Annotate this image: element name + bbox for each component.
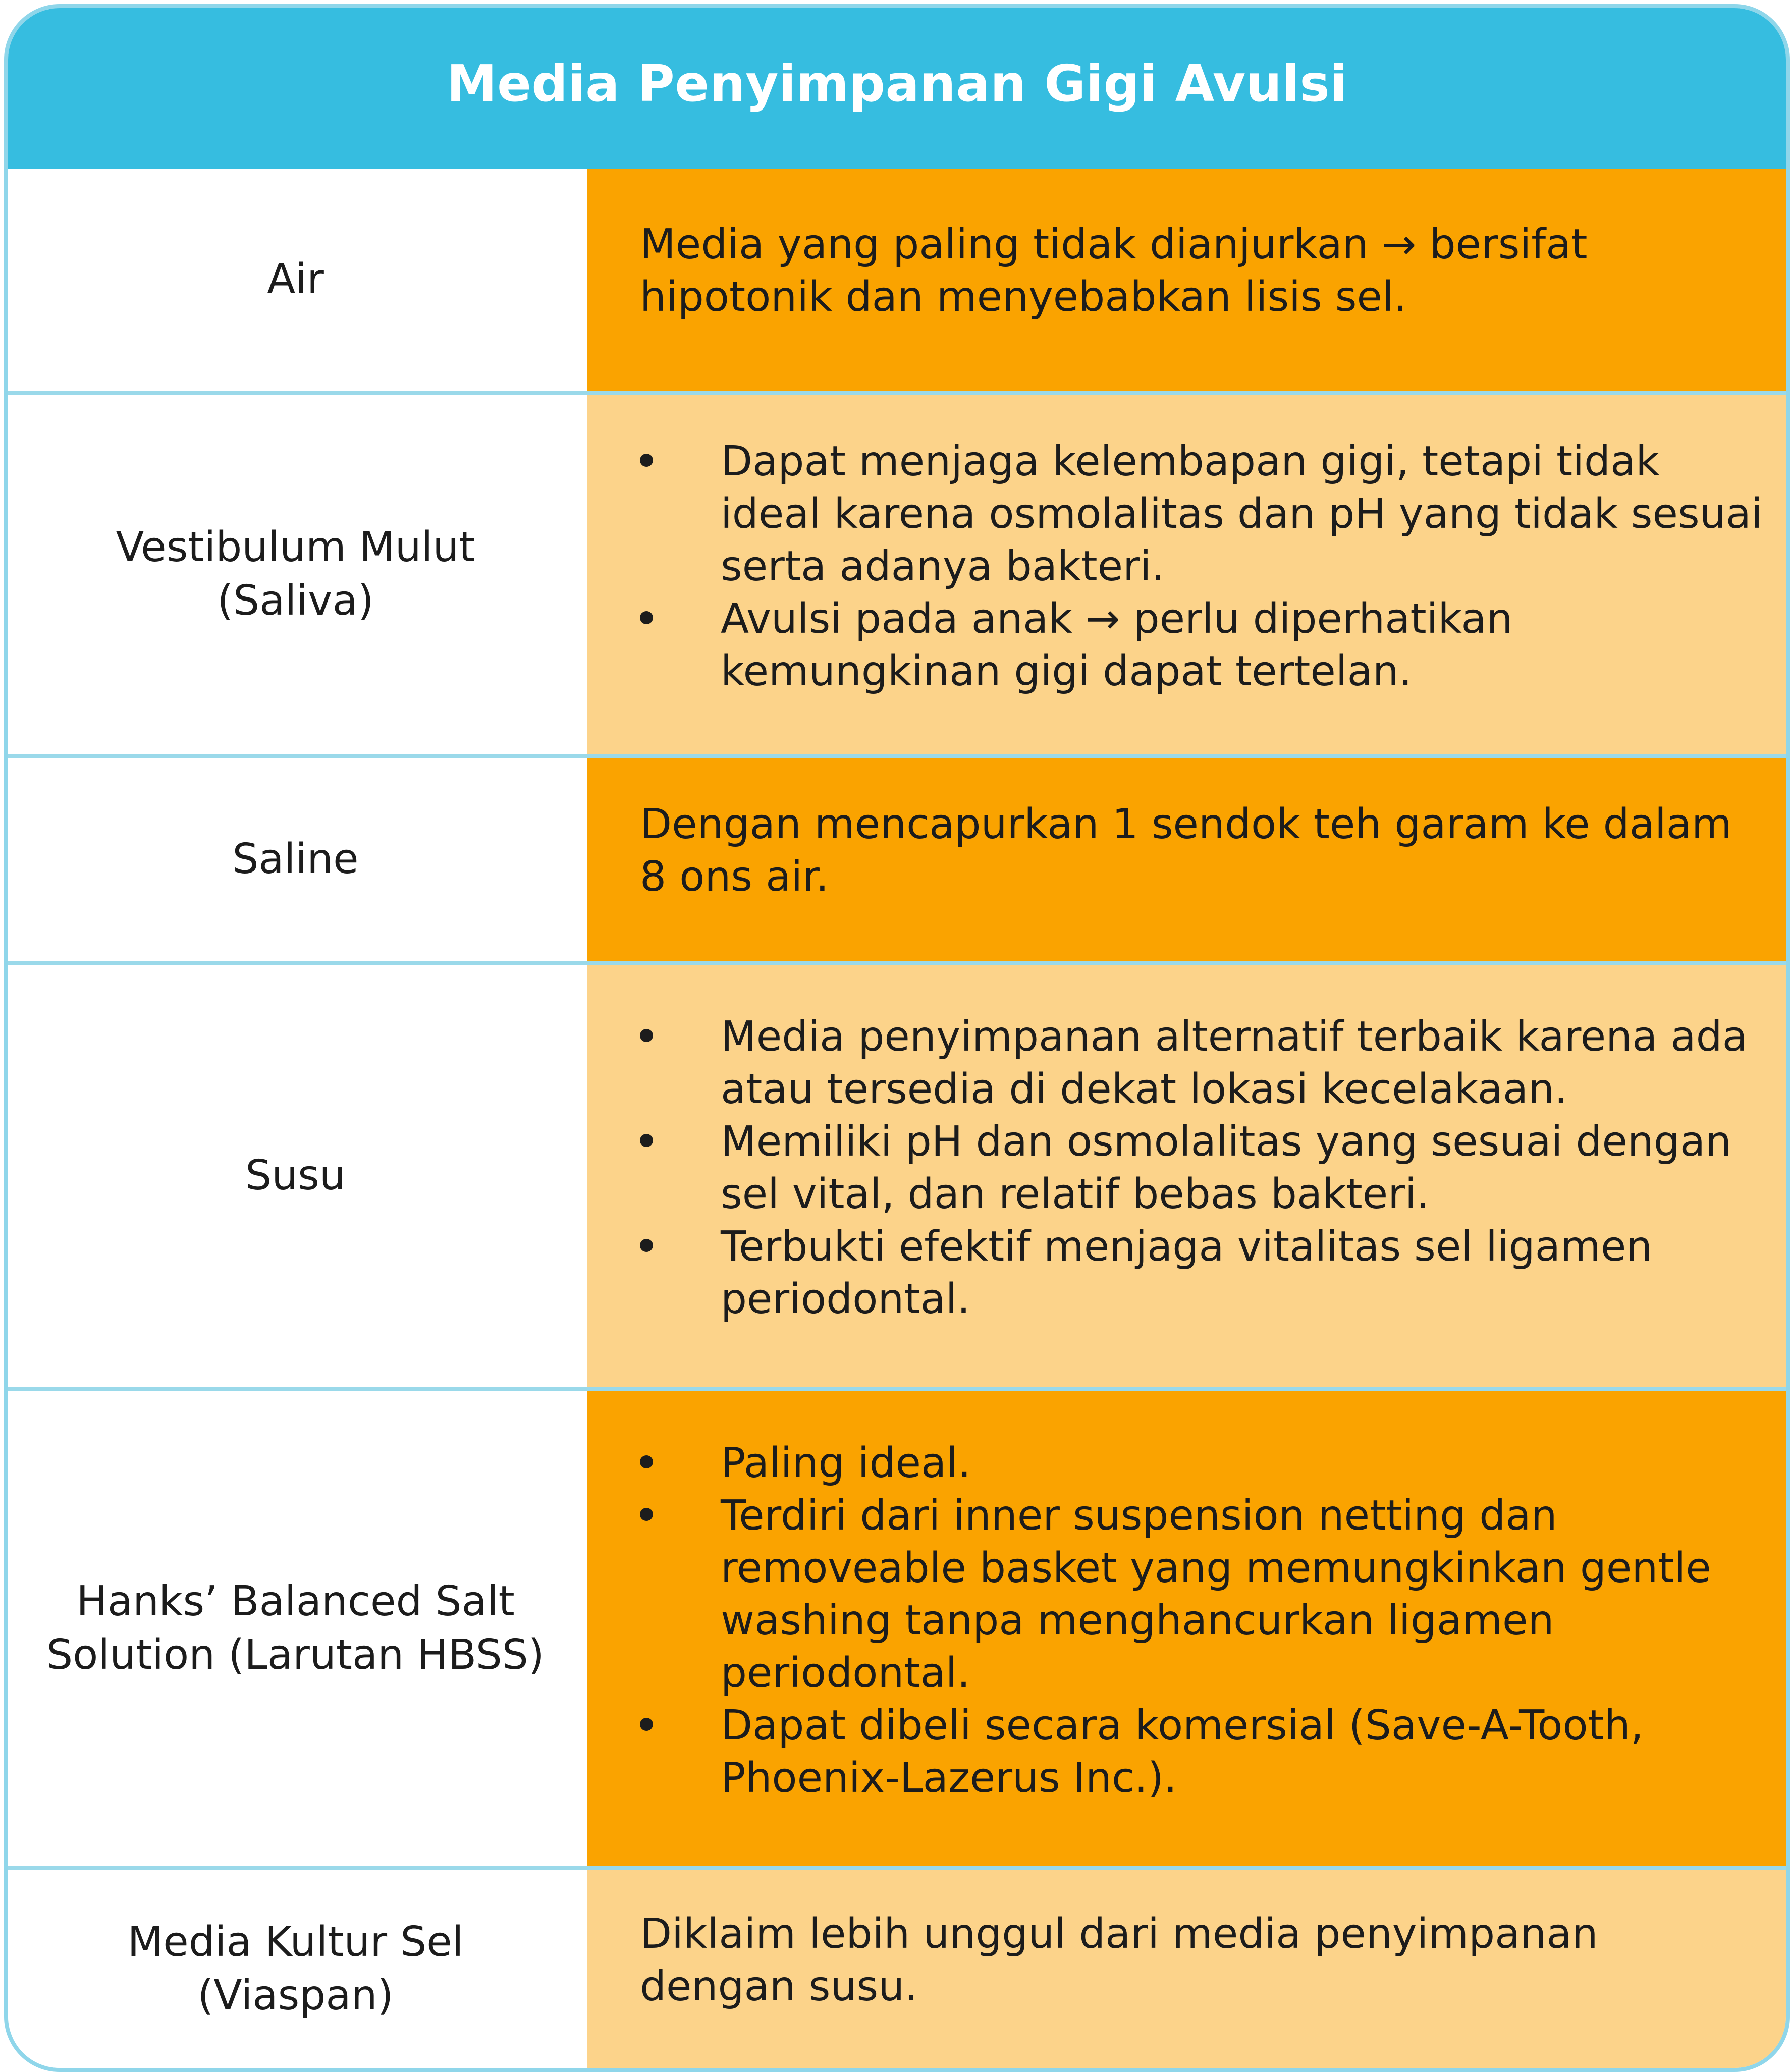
medium-name: Susu <box>245 1152 346 1199</box>
medium-description-cell <box>587 758 1786 961</box>
list-item: Media penyimpanan alternatif terbaik karena ada atau tersedia di dekat lokasi kecelakaan. <box>640 1011 1766 1116</box>
medium-name: Media Kultur Sel (Viaspan) <box>127 1918 464 2020</box>
medium-description-cell <box>587 965 1786 1387</box>
medium-description-list <box>640 435 1766 698</box>
list-item: Dapat menjaga kelembapan gigi, tetapi tidak ideal karena osmolalitas dan pH yang tidak sesuai serta adanya bakteri. <box>640 435 1766 593</box>
list-item: Memiliki pH dan osmolalitas yang sesuai dengan sel vital, dan relatif bebas bakteri. <box>640 1116 1766 1221</box>
storage-media-table <box>4 4 1790 2072</box>
list-item: Paling ideal. <box>640 1437 1766 1490</box>
table-row-air <box>8 169 1786 391</box>
bullet-dot-icon <box>640 454 653 467</box>
medium-description-list <box>640 1011 1766 1326</box>
bullet-dot-icon <box>640 1508 653 1521</box>
medium-name-cell <box>8 1870 583 2068</box>
list-item: Terbukti efektif menjaga vitalitas sel ligamen periodontal. <box>640 1221 1766 1326</box>
medium-description-list <box>640 1437 1766 1805</box>
table-row-hbss <box>8 1391 1786 1866</box>
bullet-dot-icon <box>640 1029 653 1042</box>
table-row-saline <box>8 758 1786 961</box>
row-divider <box>8 1387 1786 1391</box>
list-item: Dapat dibeli secara komersial (Save-A-Tooth, Phoenix-Lazerus Inc.). <box>640 1700 1766 1805</box>
table-header <box>8 8 1786 169</box>
row-divider <box>8 1866 1786 1870</box>
row-divider <box>8 961 1786 965</box>
row-divider <box>8 391 1786 395</box>
medium-name-cell <box>8 395 583 754</box>
table-title: Media Penyimpanan Gigi Avulsi <box>446 53 1347 113</box>
medium-name: Saline <box>232 835 359 883</box>
row-divider <box>8 754 1786 758</box>
list-item: Avulsi pada anak → perlu diperhatikan kemungkinan gigi dapat tertelan. <box>640 593 1766 698</box>
medium-description: Diklaim lebih unggul dari media penyimpanan dengan susu. <box>640 1910 1598 2010</box>
medium-description-cell <box>587 1870 1786 2068</box>
bullet-dot-icon <box>640 1134 653 1147</box>
bullet-dot-icon <box>640 1239 653 1252</box>
bullet-dot-icon <box>640 611 653 624</box>
medium-description-cell <box>587 169 1786 391</box>
medium-name-cell <box>8 1391 583 1866</box>
bullet-dot-icon <box>640 1718 653 1731</box>
medium-description: Media yang paling tidak dianjurkan → bersifat hipotonik dan menyebabkan lisis sel. <box>640 221 1588 321</box>
bullet-dot-icon <box>640 1455 653 1468</box>
table-row-vestibulum <box>8 395 1786 754</box>
table-row-kultur-sel <box>8 1870 1786 2068</box>
medium-name-cell <box>8 758 583 961</box>
medium-name-cell <box>8 965 583 1387</box>
medium-name: Air <box>267 255 324 303</box>
list-item: Terdiri dari inner suspension netting dan removeable basket yang memungkinkan gentle washing tanpa menghancurkan ligamen periodontal. <box>640 1490 1766 1700</box>
medium-name: Vestibulum Mulut (Saliva) <box>116 523 475 625</box>
medium-description-cell <box>587 395 1786 754</box>
medium-description: Dengan mencapurkan 1 sendok teh garam ke dalam 8 ons air. <box>640 800 1732 901</box>
medium-name: Hanks’ Balanced Salt Solution (Larutan HBSS) <box>46 1577 545 1679</box>
table-row-susu <box>8 965 1786 1387</box>
medium-description-cell <box>587 1391 1786 1866</box>
medium-name-cell <box>8 169 583 391</box>
